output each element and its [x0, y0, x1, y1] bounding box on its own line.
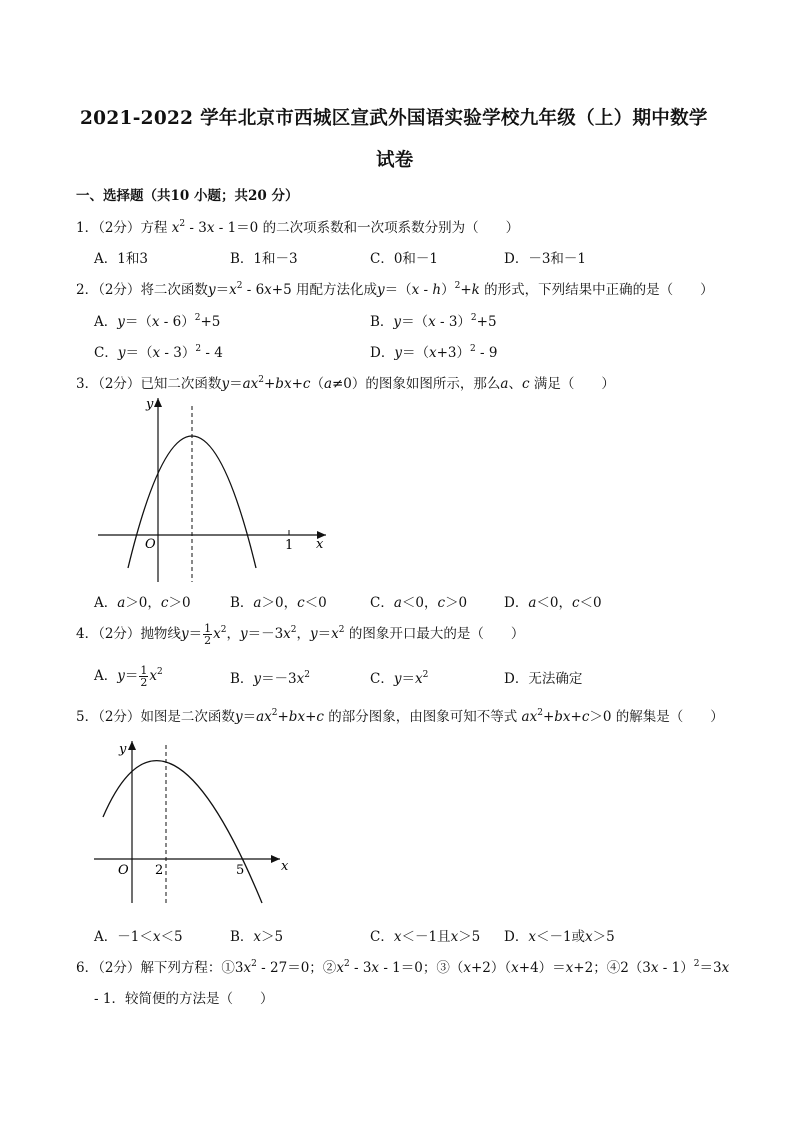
origin-label: O — [118, 863, 129, 878]
x-tick-label-2: 2 — [155, 863, 164, 878]
q5-option-c[interactable]: C．x＜－1且x＞5 — [370, 929, 481, 945]
question-number: 2．（2分） — [76, 282, 141, 298]
y-axis-label: y — [119, 742, 127, 757]
q3-option-b[interactable]: B．a＞0，c＜0 — [230, 595, 327, 611]
q1-option-b[interactable]: B．1和－3 — [230, 251, 298, 267]
x-axis-label: x — [281, 859, 289, 874]
origin-label: O — [145, 537, 156, 552]
q1-option-c[interactable]: C．0和－1 — [370, 251, 439, 267]
q5-option-a[interactable]: A．－1＜x＜5 — [94, 929, 183, 945]
x-axis-label: x — [316, 537, 324, 552]
q5-option-d[interactable]: D．x＜－1或x＞5 — [504, 929, 615, 945]
question-3: 3．（2分）已知二次函数$y=ax^2+bx+c(a\ne 0)$的图象如图所示，那么a、c 满足（ ） — [76, 375, 615, 392]
question-number: 4．（2分） — [76, 626, 141, 642]
q3-parabola-graph — [90, 392, 340, 584]
q4-option-c[interactable]: C．$y=x^2$ — [370, 670, 429, 687]
q2-option-d[interactable]: D．$y=(x+3)^2 - 9$ — [370, 344, 498, 361]
question-number: 6．（2分） — [76, 960, 141, 976]
question-number: 3．（2分） — [76, 376, 141, 392]
question-6-continued: - 1．较简便的方法是（ ） — [94, 991, 274, 1007]
q2-option-a[interactable]: A．y＝（x - 6）$^2$+5 — [94, 313, 221, 330]
question-2: 2．（2分）将二次函数$y=x^2 - 6x+5$ 用配方法化成y＝（x - h）$^2$+k 的形式，下列结果中正确的是（ ） — [76, 281, 714, 298]
q4-option-a[interactable]: A．y＝ $\frac{1}{2}$ $x^2$ — [94, 664, 163, 689]
y-axis-label: y — [146, 397, 154, 412]
x-tick-label-5: 5 — [236, 863, 245, 878]
q2-option-c[interactable]: C．y＝（x - 3）$^2$ - 4 — [94, 344, 223, 361]
q5-parabola-graph — [88, 737, 300, 909]
q4-option-d[interactable]: D．无法确定 — [504, 671, 583, 687]
question-4: 4．（2分）抛物线y＝ $\frac{1}{2}$ $x^2$，$y=-3x^2$，$y=x^2$ 的图象开口最大的是（ ） — [76, 622, 525, 647]
q1-option-a[interactable]: A．1和3 — [94, 251, 148, 267]
question-5: 5．（2分）如图是二次函数$y=ax^2+bx+c$ 的部分图象，由图象可知不等式 $ax^2+bx+c>0$ 的解集是（ ） — [76, 708, 724, 725]
page-title-continued: 试卷 — [376, 150, 414, 171]
fraction: $\frac{1}{2}$ — [140, 664, 148, 689]
q3-option-d[interactable]: D．a＜0，c＜0 — [504, 595, 602, 611]
q4-option-b[interactable]: B．$y=-3x^2$ — [230, 670, 311, 687]
question-1: 1．（2分）方程 $x^2 - 3x - 1=0$ 的二次项系数和一次项系数分别为（ ） — [76, 219, 520, 236]
q3-option-a[interactable]: A．a＞0，c＞0 — [94, 595, 191, 611]
question-6: 6．（2分）解下列方程：$①3x^2 - 27=0$；$②x^2 - 3x - 1=0$；③（x+2）（x+4）＝x+2；④2（3x - 1）$^2$＝3x — [76, 959, 730, 976]
q3-option-c[interactable]: C．a＜0，c＞0 — [370, 595, 468, 611]
q2-option-b[interactable]: B．y＝（x - 3）$^2$+5 — [370, 313, 497, 330]
section-heading: 一、选择题（共10 小题；共20 分） — [76, 188, 299, 204]
q5-option-b[interactable]: B．x＞5 — [230, 929, 284, 945]
q1-option-d[interactable]: D．－3和－1 — [504, 251, 587, 267]
question-number: 5．（2分） — [76, 709, 141, 725]
question-number: 1．（2分） — [76, 220, 141, 236]
x-tick-label: 1 — [285, 538, 294, 553]
parabola-curve — [103, 761, 262, 903]
page-title: 2021-2022 学年北京市西城区宣武外国语实验学校九年级（上）期中数学 — [80, 108, 708, 129]
fraction: $\frac{1}{2}$ — [204, 622, 212, 647]
